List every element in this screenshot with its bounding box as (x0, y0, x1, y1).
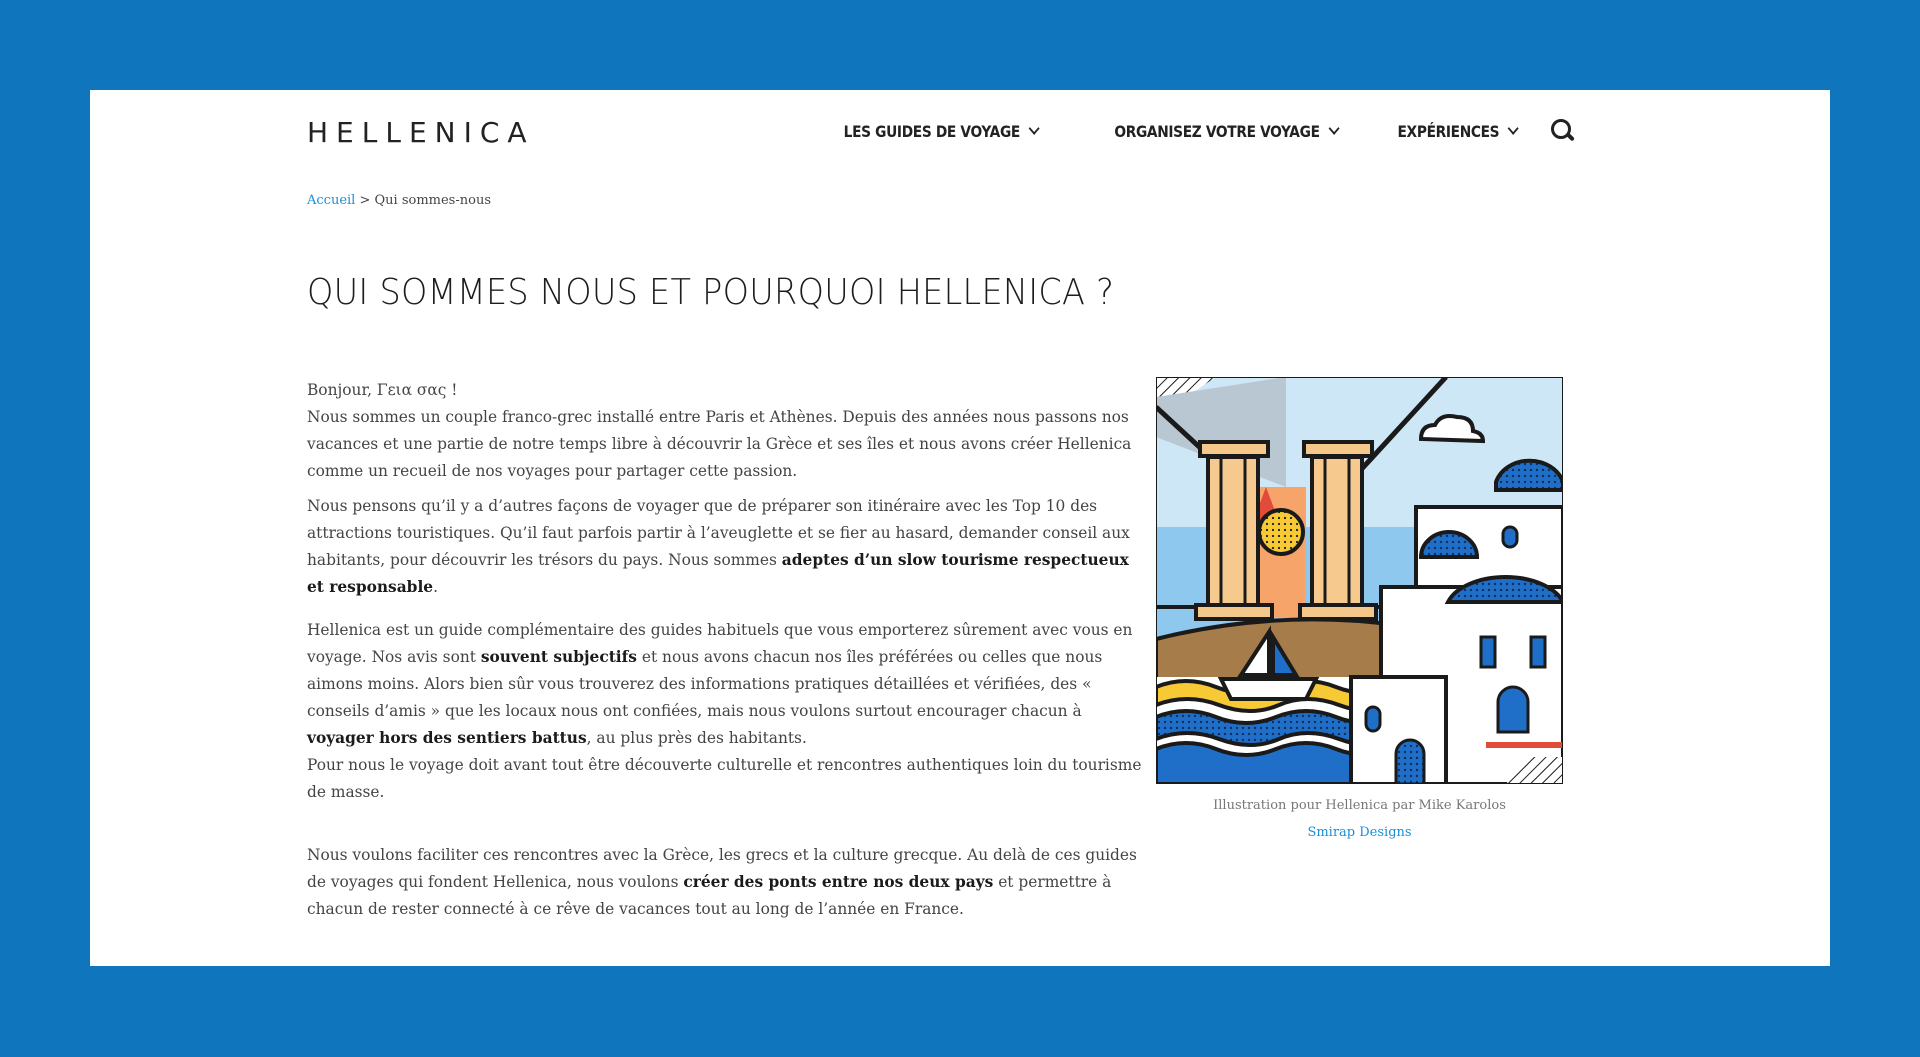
site-logo[interactable]: HELLENICA (307, 116, 535, 149)
breadcrumb-separator: > (355, 193, 375, 208)
chevron-down-icon (1029, 122, 1040, 135)
bridges-text-a: Nous voulons faciliter ces rencontres avec la Grèce, les grecs et la culture grecque. Au delà de ces guides de voyages qui fondent Hellenica, nous voulons (307, 846, 1137, 891)
paragraph-philosophy (307, 493, 1147, 601)
bridges-text-c: et permettre à chacun de rester connecté à ce rêve de vacances tout au long de l’année en France. (307, 873, 1112, 918)
breadcrumb (307, 193, 491, 208)
guide-highlight-subjective: souvent subjectifs (480, 648, 637, 666)
page-title: QUI SOMMES NOUS ET POURQUOI HELLENICA ? (307, 272, 1115, 313)
guide-text-e: , au plus près des habitants. (586, 729, 807, 747)
bridges-highlight: créer des ponts entre nos deux pays (683, 873, 994, 891)
breadcrumb-home-link[interactable]: Accueil (307, 193, 356, 208)
greek-island-illustration (1156, 377, 1563, 784)
breadcrumb-current: Qui sommes-nous (374, 193, 491, 208)
nav-experiences[interactable] (1397, 122, 1517, 141)
figure-caption (1156, 792, 1563, 846)
illustration-figure (1156, 377, 1563, 846)
philosophy-text: Nous pensons qu’il y a d’autres façons de voyager que de préparer son itinéraire avec les Top 10 des attractions touristiques. Qu’il faut parfois partir à l’aveuglette et se fier au hasard, demander conseil aux habitants, pour découvrir les trésors du pays. Nous sommes (307, 497, 1130, 569)
nav-organisez[interactable] (1114, 122, 1337, 141)
greeting-text: Bonjour, Γεια σας ! (307, 381, 458, 399)
guide-highlight-offbeat: voyager hors des sentiers battus (307, 729, 587, 747)
chevron-down-icon (1328, 122, 1339, 135)
nav-guides[interactable] (844, 122, 1038, 141)
article-body (307, 377, 1147, 923)
guide-text-a: Hellenica est un guide complémentaire des guides habituels que vous emporterez sûrement avec vous en voyage. Nos avis sont (307, 621, 1133, 666)
guide-text-f: Pour nous le voyage doit avant tout être découverte culturelle et rencontres authentiques loin du tourisme de masse. (307, 756, 1142, 801)
intro-text: Nous sommes un couple franco-grec installé entre Paris et Athènes. Depuis des années nous passons nos vacances et une partie de notre temps libre à découvrir la Grèce et ses îles et nous avons créer Hellenica comme un recueil de nos voyages pour partager cette passion. (307, 408, 1132, 480)
paragraph-guide (307, 617, 1147, 806)
nav-guides-label: LES GUIDES DE VOYAGE (843, 121, 1020, 141)
chevron-down-icon (1508, 122, 1519, 135)
nav-experiences-label: EXPÉRIENCES (1397, 121, 1499, 141)
philosophy-highlight: adeptes d’un slow tourisme respectueux et responsable (307, 551, 1129, 596)
credit-link[interactable]: Smirap Designs (1307, 825, 1412, 840)
paragraph-bridges (307, 842, 1147, 923)
caption-text: Illustration pour Hellenica par Mike Karolos (1213, 798, 1506, 813)
nav-organisez-label: ORGANISEZ VOTRE VOYAGE (1114, 121, 1320, 141)
guide-text-c: et nous avons chacun nos îles préférées ou celles que nous aimons moins. Alors bien sûr vous trouverez des informations pratiques détaillées et vérifiées, des « conseils d’amis » que les locaux nous ont confiées, mais nous voulons surtout encourager chacun à (307, 648, 1103, 720)
content-container (307, 90, 1575, 966)
search-icon[interactable] (1551, 119, 1575, 143)
page-frame (90, 90, 1830, 966)
philosophy-end: . (433, 578, 438, 596)
paragraph-intro (307, 377, 1147, 485)
main-nav (772, 119, 1575, 143)
